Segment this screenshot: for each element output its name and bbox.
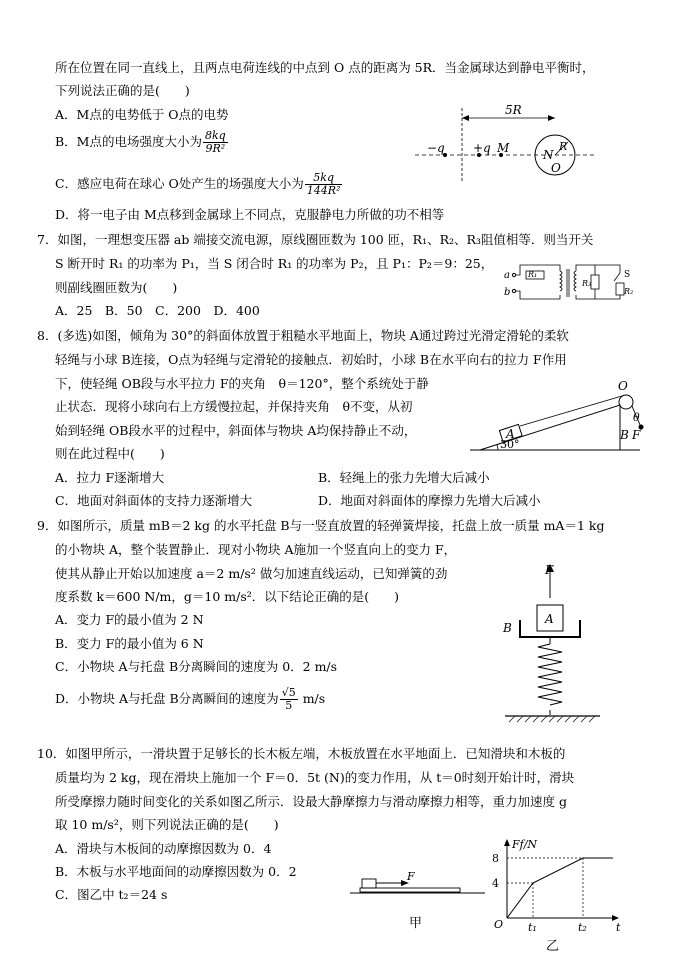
q9-option-a: A．变力 F的最小值为 2 N	[55, 612, 204, 627]
fig7-b-label: b	[504, 287, 511, 298]
q8-line-1: 8．(多选)如图，倾角为 30°的斜面体放置于粗糙水平地面上，物块 A通过跨过光滑定滑轮的柔软	[37, 328, 569, 343]
fig10b-origin: O	[494, 918, 504, 931]
q8-line-5: 始到轻绳 OB段水平的过程中，斜面体与物块 A均保持静止不动，	[55, 423, 417, 438]
fig10b-t2: t₂	[578, 921, 587, 934]
q9-line-3: 使其从静止开始以加速度 a＝2 m/s² 做匀加速直线运动，已知弹簧的劲	[55, 566, 448, 581]
fig8-a-label: A	[506, 427, 515, 441]
fig9-a-label: A	[545, 612, 554, 626]
fig10-jia-board	[345, 865, 490, 950]
fig6-dist-label: 5R	[505, 103, 522, 117]
q7-line-2: S 断开时 R₁ 的功率为 P₁，当 S 闭合时 R₁ 的功率为 P₂，且 P₁：P₂＝9：25，	[55, 256, 494, 271]
fig7-transformer-circuit	[500, 257, 634, 307]
fig7-switch	[614, 273, 620, 281]
q9-option-b: B．变力 F的最小值为 6 N	[55, 636, 204, 651]
fig6-n-label: N	[543, 148, 554, 162]
q10-line-4: 取 10 m/s²，则下列说法正确的是( )	[55, 817, 279, 832]
fig8-o-label: O	[618, 379, 628, 393]
q8-option-d: D．地面对斜面体的摩擦力先增大后减小	[318, 493, 541, 508]
fig9-f-label: F	[545, 563, 554, 577]
fig6-r-label: R	[559, 140, 568, 153]
fig8-angle-label: 30°	[500, 438, 520, 451]
fig8-pulley	[619, 395, 633, 409]
q6-option-b	[55, 130, 229, 155]
q10-option-c: C．图乙中 t₂＝24 s	[55, 887, 168, 902]
q8-line-6: 则在此过程中( )	[55, 446, 165, 461]
q7-options: A．25 B．50 C．200 D．400	[55, 303, 260, 318]
fig10b-y8: 8	[492, 852, 499, 865]
fig8-theta-label: θ	[633, 411, 640, 424]
q6-option-c-text: C．感应电荷在球心 O处产生的场强度大小为	[55, 176, 304, 191]
fig9-spring-tray	[495, 560, 605, 725]
q10-option-a: A．滑块与木板间的动摩擦因数为 0．4	[55, 841, 272, 856]
q10-line-2: 质量均为 2 kg，现在滑块上施加一个 F＝0．5t (N)的变力作用，从 t＝0时刻开始计时，滑块	[55, 770, 575, 785]
q9-d-den: 5	[285, 699, 293, 712]
fig10b-y4: 4	[492, 877, 499, 890]
q6-b-num: 8kq	[205, 129, 226, 142]
q8-line-3: 下，使轻绳 OB段与水平拉力 F的夹角 θ＝120°，整个系统处于静	[55, 376, 429, 391]
fig7-secondary-coil	[574, 271, 576, 291]
intro-line-1: 所在位置在同一直线上，且两点电荷连线的中点到 O 点的距离为 5R．当金属球达到静电平衡时，	[55, 60, 595, 75]
fig6-pos-label: +q	[473, 141, 491, 155]
fig6-neg-label: −q	[427, 141, 445, 155]
q8-option-c: C．地面对斜面体的支持力逐渐增大	[55, 493, 253, 508]
fig9-spring	[538, 644, 562, 705]
q8-line-4: 止状态．现将小球向右上方缓慢拉起，并保持夹角 θ不变，从初	[55, 399, 413, 414]
fig10b-curve	[507, 858, 613, 918]
q9-line-2: 的小物块 A，整个装置静止．现对小物块 A施加一个竖直向上的变力 F，	[55, 542, 457, 557]
fig7-s-label: S	[624, 270, 631, 280]
q9-d-num: √5	[281, 686, 296, 699]
q9-option-c: C．小物块 A与托盘 B分离瞬间的速度为 0．2 m/s	[55, 659, 338, 674]
fig7-primary-coil	[560, 271, 562, 291]
q9-line-4: 度系数 k＝600 N/m，g＝10 m/s²．以下结论正确的是( )	[55, 589, 400, 604]
fig7-r2-label: R₂	[624, 287, 634, 296]
q6-b-den: 9R²	[205, 142, 226, 155]
fig8-b-label: B	[620, 428, 629, 442]
q6-option-c	[55, 172, 343, 197]
fig10b-t1: t₁	[528, 921, 537, 934]
fig10-yi-graph	[480, 835, 630, 960]
fig10b-caption: 乙	[546, 939, 560, 954]
fig10a-f-label: F	[407, 870, 415, 883]
intro-line-2: 下列说法正确的是( )	[55, 83, 190, 98]
fig7-r3-label: R₃	[582, 279, 592, 288]
fig10-board	[360, 888, 460, 892]
fig7-r1-label: R₁	[528, 270, 538, 279]
q9-option-d-fraction	[280, 687, 298, 712]
q6-c-num: 5kq	[305, 172, 343, 185]
fig6-m-label: M	[497, 141, 510, 155]
fig8-f-label: F	[632, 428, 641, 442]
fig10-slider	[362, 879, 376, 888]
fig8-rope-incline	[520, 396, 622, 426]
q9-option-d-unit: m/s	[302, 691, 326, 706]
fig7-r2-resistor	[616, 283, 624, 295]
q8-line-2: 轻绳与小球 B连接，O点为轻绳与定滑轮的接触点．初始时，小球 B在水平向右的拉力 F作用	[55, 352, 567, 367]
fig10b-ylabel: Ff/N	[512, 838, 538, 851]
q6-option-a: A．M点的电势低于 O点的电势	[55, 107, 229, 122]
fig7-a-label: a	[504, 270, 510, 281]
fig8-incline-pulley	[470, 375, 645, 460]
q8-option-a: A．拉力 F逐渐增大	[55, 470, 165, 485]
q6-c-den: 144R²	[306, 184, 341, 197]
q8-option-b: B．轻绳上的张力先增大后减小	[318, 470, 490, 485]
q9-option-d-text: D．小物块 A与托盘 B分离瞬间的速度为	[55, 691, 279, 706]
q10-line-1: 10．如图甲所示，一滑块置于足够长的长木板左端，木板放置在水平地面上．已知滑块和木板的	[37, 746, 566, 761]
q6-option-b-text: B．M点的电场强度大小为	[55, 134, 202, 149]
q7-line-3: 则副线圈匝数为( )	[55, 280, 178, 295]
q6-option-b-fraction	[203, 130, 228, 155]
fig6-charges-sphere	[415, 100, 605, 190]
fig6-o-label: O	[551, 161, 561, 175]
fig9-b-label: B	[503, 621, 512, 635]
fig10a-caption: 甲	[409, 916, 423, 931]
fig7-r3-resistor	[591, 275, 599, 289]
q7-line-1: 7．如图，一理想变压器 ab 端接交流电源，原线圈匝数为 100 匝，R₁、R₂、R₃阻值相等．则当开关	[37, 232, 594, 247]
q10-option-b: B．木板与水平地面间的动摩擦因数为 0．2	[55, 864, 297, 879]
q6-option-d: D．将一电子由 M点移到金属球上不同点，克服静电力所做的功不相等	[55, 207, 445, 222]
q10-line-3: 所受摩擦力随时间变化的关系如图乙所示．设最大静摩擦力与滑动摩擦力相等，重力加速度 g	[55, 794, 567, 809]
fig10b-t-axis: t	[616, 921, 621, 934]
q9-option-d	[55, 687, 325, 712]
q9-line-1: 9．如图所示，质量 mB＝2 kg 的水平托盘 B与一竖直放置的轻弹簧焊接，托盘上放一质量 mA＝1 kg	[37, 518, 605, 533]
q6-option-c-fraction	[305, 172, 343, 197]
